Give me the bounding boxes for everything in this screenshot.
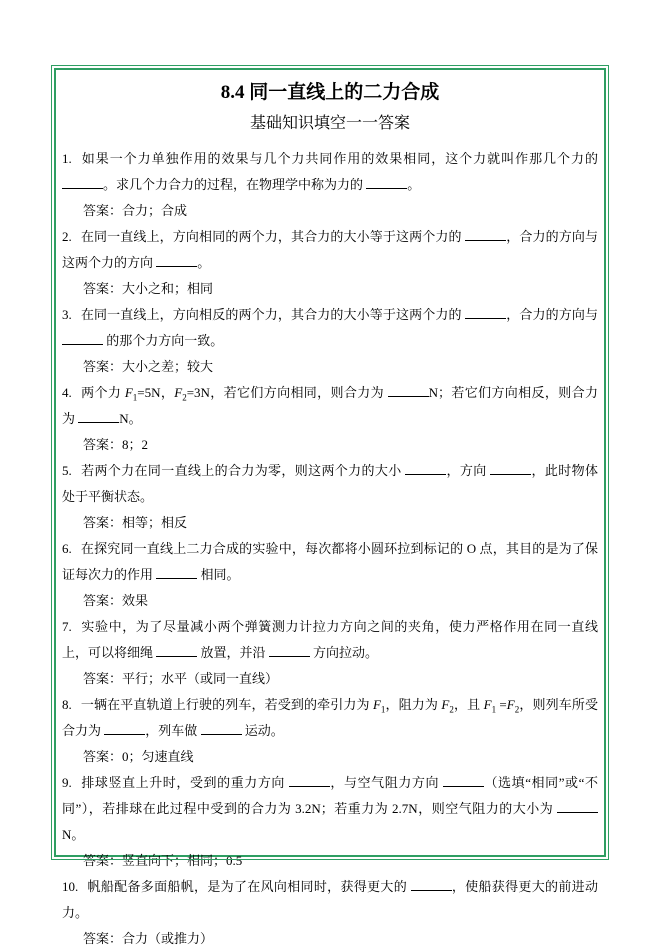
question-text xyxy=(62,380,598,432)
question-body: 帆船配备多面船帆，是为了在风向相同时，获得更大的 ，使船获得更大的前进动力。 xyxy=(62,879,598,920)
blank-line xyxy=(490,462,531,475)
question-body: 实验中，为了尽量减小两个弹簧测力计拉力方向之间的夹角，使力严格作用在同一直线上，可以将细绳 放置，并沿 方向拉动。 xyxy=(62,619,598,660)
answer-value: 合力（或推力） xyxy=(122,931,214,946)
question-number: 6. xyxy=(62,541,72,556)
answer-text xyxy=(62,354,598,380)
question-text xyxy=(62,692,598,744)
question-item xyxy=(62,146,598,224)
question-number: 4. xyxy=(62,385,72,400)
question-number: 8. xyxy=(62,697,72,712)
answer-text xyxy=(62,848,598,874)
force-symbol: $F_1$ xyxy=(483,697,497,715)
answer-label: 答案： xyxy=(83,515,123,530)
question-item xyxy=(62,380,598,458)
blank-line xyxy=(405,462,446,475)
question-body: 排球竖直上升时，受到的重力方向 ，与空气阻力方向 （选填“相同”或“不同”），若排球在此过程中受到的合力为 3.2N；若重力为 2.7N，则空气阻力的大小为 N。 xyxy=(62,775,598,842)
blank-line xyxy=(465,306,506,319)
answer-text xyxy=(62,276,598,302)
question-body: 在同一直线上，方向相反的两个力，其合力的大小等于这两个力的 ，合力的方向与 的那个力方向一致。 xyxy=(62,307,598,348)
answer-text xyxy=(62,510,598,536)
answer-label: 答案： xyxy=(83,671,123,686)
document-frame xyxy=(54,68,606,946)
question-number: 1. xyxy=(62,151,72,166)
question-text xyxy=(62,458,598,510)
answer-label: 答案： xyxy=(83,203,123,218)
force-symbol: $F_1$ xyxy=(372,697,386,715)
blank-line xyxy=(269,644,310,657)
question-body: 若两个力在同一直线上的合力为零，则这两个力的大小 ，方向 ，此时物体处于平衡状态。 xyxy=(62,463,598,504)
answer-value: 8；2 xyxy=(122,437,149,452)
blank-line xyxy=(465,228,506,241)
question-item xyxy=(62,224,598,302)
force-symbol: $F_2$ xyxy=(506,697,520,715)
answer-value: 大小之和；相同 xyxy=(122,281,214,296)
blank-line xyxy=(443,774,484,787)
blank-line xyxy=(289,774,330,787)
question-body: 在同一直线上，方向相同的两个力，其合力的大小等于这两个力的 ，合力的方向与这两个力的方向 。 xyxy=(62,229,598,270)
answer-label: 答案： xyxy=(83,593,123,608)
answer-text xyxy=(62,926,598,952)
blank-line xyxy=(156,254,197,267)
blank-line xyxy=(62,176,103,189)
question-item xyxy=(62,614,598,692)
question-item xyxy=(62,874,598,952)
question-text xyxy=(62,770,598,848)
question-number: 9. xyxy=(62,775,72,790)
blank-line xyxy=(78,410,119,423)
blank-line xyxy=(62,332,103,345)
blank-line xyxy=(366,176,407,189)
question-body: 一辆在平直轨道上行驶的列车，若受到的牵引力为 $F_1$，阻力为 $F_2$，且 $F_1 =F_2$，则列车所受合力为 ，列车做 运动。 xyxy=(62,697,598,738)
answer-text xyxy=(62,432,598,458)
question-text xyxy=(62,536,598,588)
answer-value: 竖直向下；相同；0.5 xyxy=(122,853,243,868)
question-number: 2. xyxy=(62,229,72,244)
answer-label: 答案： xyxy=(83,931,123,946)
answer-label: 答案： xyxy=(83,281,123,296)
blank-line xyxy=(388,384,429,397)
answer-value: 0；匀速直线 xyxy=(122,749,194,764)
question-text xyxy=(62,302,598,354)
answer-text xyxy=(62,198,598,224)
question-item xyxy=(62,302,598,380)
question-body: 如果一个力单独作用的效果与几个力共同作用的效果相同，这个力就叫作那几个力的 。求几个力合力的过程，在物理学中称为力的 。 xyxy=(62,151,598,192)
question-item xyxy=(62,458,598,536)
question-list xyxy=(62,146,598,952)
answer-value: 平行；水平（或同一直线） xyxy=(122,671,279,686)
question-item xyxy=(62,536,598,614)
blank-line xyxy=(557,800,598,813)
force-symbol: $F_2$ xyxy=(441,697,454,715)
answer-value: 大小之差；较大 xyxy=(122,359,214,374)
question-text xyxy=(62,614,598,666)
answer-value: 合力；合成 xyxy=(122,203,188,218)
answer-text xyxy=(62,744,598,770)
question-number: 10. xyxy=(62,879,79,894)
question-body: 在探究同一直线上二力合成的实验中，每次都将小圆环拉到标记的 O 点，其目的是为了保证每次力的作用 相同。 xyxy=(62,541,598,582)
blank-line xyxy=(201,722,242,735)
question-text xyxy=(62,146,598,198)
question-number: 3. xyxy=(62,307,72,322)
question-body: 两个力 $F_1=5N$，$F_2=3N$，若它们方向相同，则合力为 N；若它们方向相反，则合力为 N。 xyxy=(62,385,598,426)
blank-line xyxy=(411,878,452,891)
blank-line xyxy=(156,566,197,579)
answer-text xyxy=(62,666,598,692)
question-number: 5. xyxy=(62,463,72,478)
question-number: 7. xyxy=(62,619,72,634)
blank-line xyxy=(156,644,197,657)
question-text xyxy=(62,874,598,926)
page-subtitle: 基础知识填空一一答案 xyxy=(249,115,410,132)
force-symbol: $F_1$ xyxy=(124,385,138,403)
page-title: 8.4 同一直线上的二力合成 xyxy=(220,82,440,103)
answer-label: 答案： xyxy=(83,359,123,374)
answer-label: 答案： xyxy=(83,853,123,868)
answer-label: 答案： xyxy=(83,437,123,452)
answer-label: 答案： xyxy=(83,749,123,764)
answer-value: 相等；相反 xyxy=(122,515,188,530)
answer-text xyxy=(62,588,598,614)
question-text xyxy=(62,224,598,276)
answer-value: 效果 xyxy=(122,593,149,608)
question-item xyxy=(62,770,598,874)
force-symbol: $F_2$ xyxy=(174,385,187,403)
question-item xyxy=(62,692,598,770)
blank-line xyxy=(104,722,145,735)
